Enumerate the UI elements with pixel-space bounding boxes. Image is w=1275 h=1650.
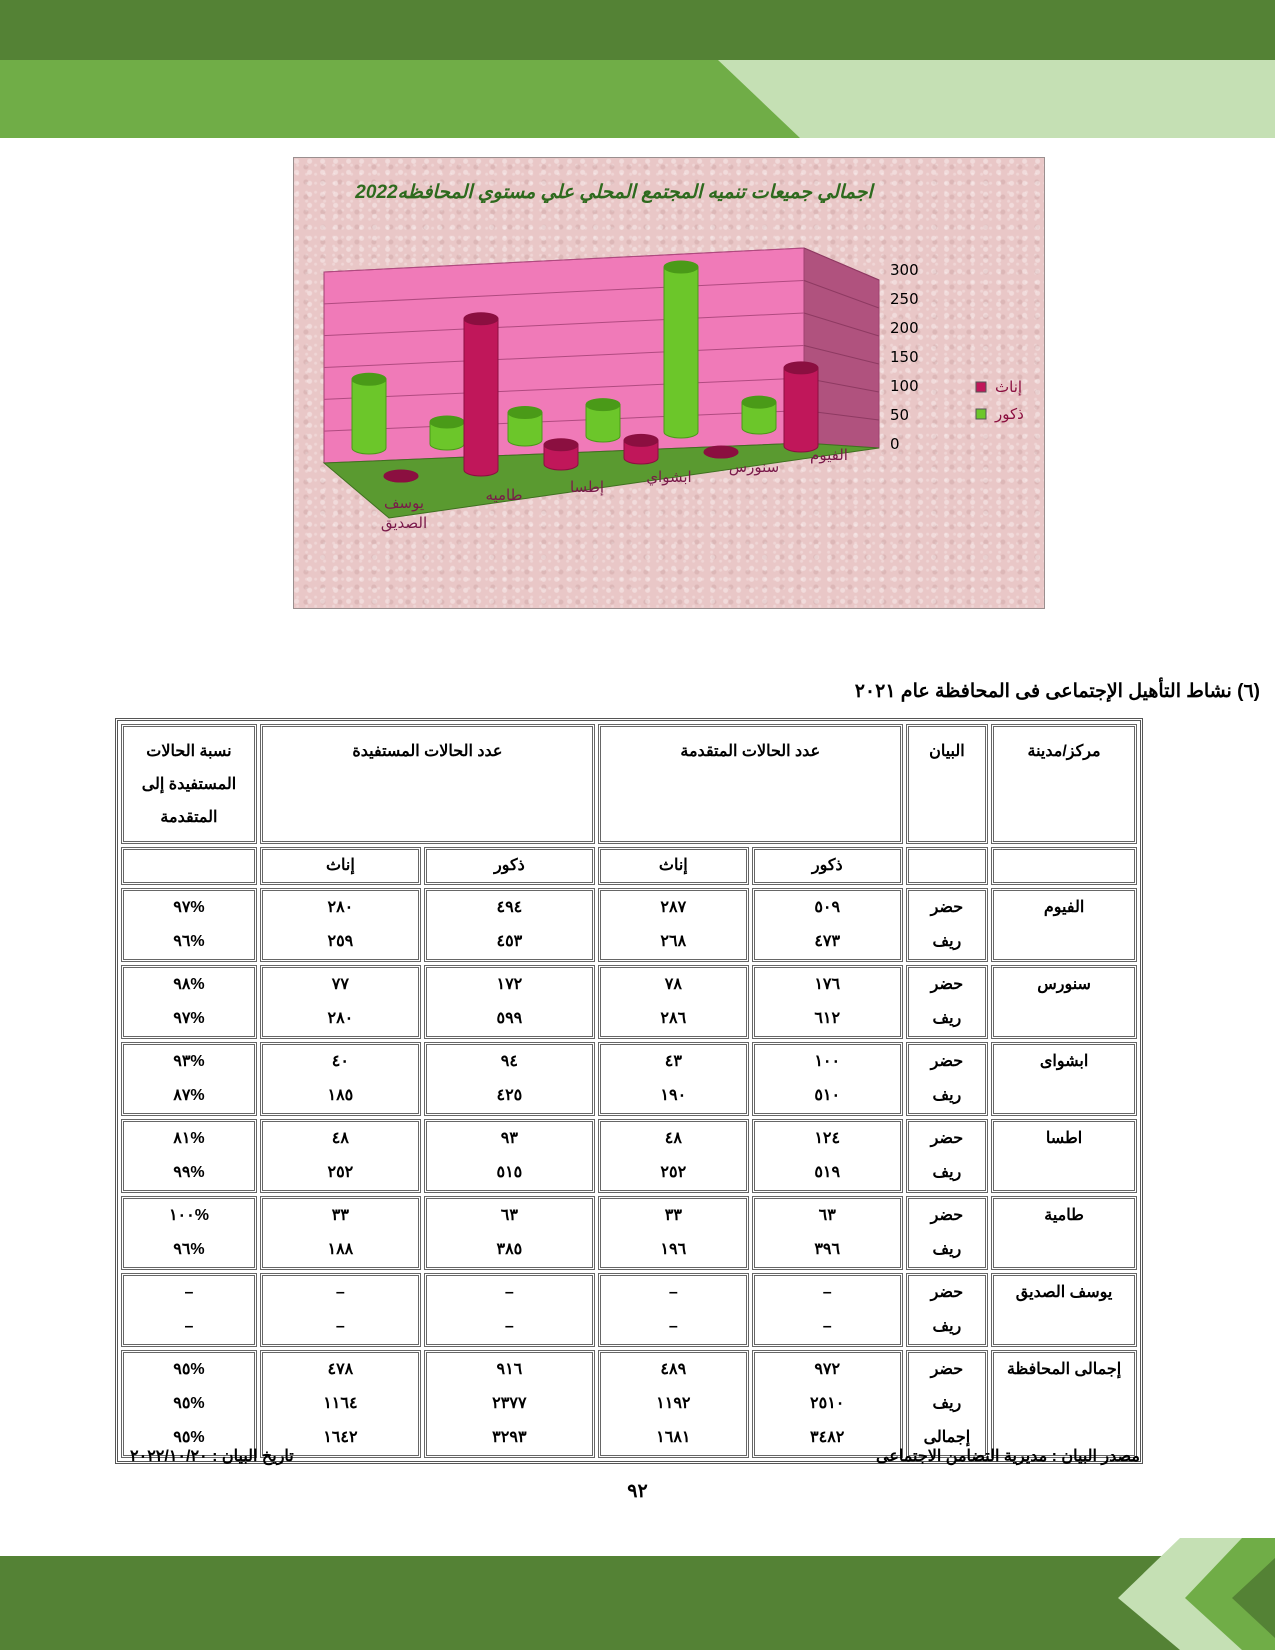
beneficiary-females-cell — [260, 1196, 421, 1270]
cell-value: – — [335, 1318, 345, 1335]
ratio-cell — [121, 1042, 257, 1116]
chart-frame — [293, 157, 1045, 609]
y-tick-label: 250 — [890, 290, 919, 308]
chart-legend — [976, 378, 1024, 423]
cell-value: حضر — [930, 899, 964, 916]
cell-value: ٢٥٩ — [327, 933, 354, 950]
bar-females-cap — [384, 470, 418, 482]
submitted-males-cell — [752, 1273, 903, 1347]
bar-females-cap — [784, 362, 818, 374]
cell-value: ٤٨ — [664, 1130, 682, 1147]
chart-back-wall — [324, 248, 804, 463]
legend-swatch-females — [976, 382, 986, 392]
beneficiary-males-cell — [424, 1196, 595, 1270]
cell-value: حضر — [930, 1207, 964, 1224]
type-cell — [906, 1119, 988, 1193]
cell-value: حضر — [930, 1130, 964, 1147]
bar-females-cap — [624, 434, 658, 446]
cell-value: %٩٥ — [173, 1429, 205, 1446]
beneficiary-females-cell — [260, 1119, 421, 1193]
legend-swatch-males — [976, 409, 986, 419]
submitted-males-cell — [752, 1119, 903, 1193]
category-label: الفيوم — [810, 446, 848, 464]
cell-value: ريف — [932, 1395, 962, 1412]
cell-value: %٩٦ — [173, 933, 205, 950]
type-cell — [906, 965, 988, 1039]
beneficiary-males-cell — [424, 1119, 595, 1193]
bar-females — [464, 313, 498, 476]
bar-males-cap — [664, 261, 698, 273]
beneficiary-males-cell — [424, 1273, 595, 1347]
y-tick-label: 200 — [890, 319, 919, 337]
cell-value: ٤٣ — [664, 1053, 682, 1070]
cell-value: ٢٥١٠ — [810, 1395, 845, 1412]
type-cell — [906, 1042, 988, 1116]
table-row — [121, 1042, 1137, 1116]
y-tick-label: 100 — [890, 377, 919, 395]
cell-value: ٢٨٦ — [660, 1010, 687, 1027]
category-label: ابشواي — [646, 468, 692, 486]
type-cell — [906, 1350, 988, 1458]
top-banner-mid-band — [0, 60, 800, 138]
cell-value: ريف — [932, 1010, 962, 1027]
cell-value: ١٦٤٢ — [323, 1429, 358, 1446]
submitted-males-cell — [752, 888, 903, 962]
cell-value: ٢٥٢ — [660, 1164, 687, 1181]
submitted-males-cell — [752, 1350, 903, 1458]
submitted-females-cell — [598, 888, 749, 962]
city-cell: سنورس — [991, 965, 1137, 1039]
top-banner-dark-band — [0, 0, 1275, 60]
cell-value: ريف — [932, 1087, 962, 1104]
cell-value: ٤٧٨ — [327, 1361, 354, 1378]
submitted-females-cell — [598, 1273, 749, 1347]
chart-svg — [294, 158, 1044, 608]
cell-value: ٥١٥ — [496, 1164, 523, 1181]
bar-females-cap — [704, 446, 738, 458]
category-label: يوسف — [383, 494, 425, 512]
ratio-cell — [121, 1350, 257, 1458]
bar-males — [586, 399, 620, 442]
table-row — [121, 1119, 1137, 1193]
footer-source: مصدر البيان : مديرية التضامن الاجتماعى — [876, 1448, 1140, 1465]
header-submitted: عدد الحالات المتقدمة — [598, 724, 903, 844]
beneficiary-females-cell — [260, 1350, 421, 1458]
type-cell — [906, 1273, 988, 1347]
city-cell: إجمالى المحافظة — [991, 1350, 1137, 1458]
bar-males-cap — [430, 416, 464, 428]
cell-value: ٢٣٧٧ — [492, 1395, 527, 1412]
ratio-cell — [121, 965, 257, 1039]
cell-value: – — [335, 1284, 345, 1301]
cell-value: ١١٦٤ — [323, 1395, 358, 1412]
submitted-females-cell — [598, 1119, 749, 1193]
cell-value: ٤٨٩ — [660, 1361, 687, 1378]
cell-value: ٦٣ — [818, 1207, 836, 1224]
header-statement: البيان — [906, 724, 988, 844]
cell-value: ٩١٦ — [496, 1361, 523, 1378]
bar-males-body — [664, 267, 698, 438]
cell-value: ٢٨٧ — [660, 899, 687, 916]
bar-males — [430, 416, 464, 450]
cell-value: ١٨٨ — [327, 1241, 354, 1258]
beneficiary-males-cell — [424, 888, 595, 962]
ratio-cell — [121, 1273, 257, 1347]
bar-females — [384, 470, 418, 482]
cell-value: ١٨٥ — [327, 1087, 354, 1104]
cell-value: ١٧٢ — [496, 976, 523, 993]
beneficiary-males-cell — [424, 1042, 595, 1116]
bar-males — [742, 396, 776, 434]
data-table — [115, 718, 1143, 1464]
cell-value: – — [668, 1284, 678, 1301]
table-row — [121, 1196, 1137, 1270]
bar-males — [664, 261, 698, 438]
bar-males-cap — [508, 407, 542, 419]
cell-value: حضر — [930, 1053, 964, 1070]
cell-value: %٩٨ — [173, 976, 205, 993]
submitted-females-cell — [598, 965, 749, 1039]
cell-value: ٢٨٠ — [327, 899, 354, 916]
table-header-row — [121, 724, 1137, 844]
city-cell: يوسف الصديق — [991, 1273, 1137, 1347]
cell-value: ٢٥٢ — [327, 1164, 354, 1181]
bar-females-body — [464, 319, 498, 476]
cell-value: ٣٤٨٢ — [810, 1429, 845, 1446]
chart-title: اجمالي جميعات تنميه المجتمع المحلي علي مستوي المحافظه2022 — [355, 182, 873, 203]
cell-value: ٩٤ — [500, 1053, 518, 1070]
bar-males — [352, 373, 386, 454]
cell-value: %٨١ — [173, 1130, 205, 1147]
cell-value: ٧٧ — [331, 976, 349, 993]
y-tick-label: 50 — [890, 406, 910, 424]
city-cell: طامية — [991, 1196, 1137, 1270]
y-tick-label: 0 — [890, 435, 900, 453]
bar-males — [508, 407, 542, 447]
header-beneficiary: عدد الحالات المستفيدة — [260, 724, 595, 844]
cell-value: %٩٩ — [173, 1164, 205, 1181]
city-cell: الفيوم — [991, 888, 1137, 962]
submitted-females-cell — [598, 1350, 749, 1458]
category-label: الصديق — [380, 514, 428, 532]
bar-females-body — [784, 368, 818, 452]
cell-value: ريف — [932, 1241, 962, 1258]
cell-value: ٥١٩ — [814, 1164, 841, 1181]
category-label: سنورس — [728, 458, 780, 476]
cell-value: ٣٣ — [664, 1207, 682, 1224]
cell-value: – — [822, 1284, 832, 1301]
cell-value: – — [504, 1318, 514, 1335]
beneficiary-females-cell — [260, 1273, 421, 1347]
y-tick-label: 150 — [890, 348, 919, 366]
category-label: طاميه — [485, 486, 523, 504]
subheader-submitted-males: ذكور — [752, 847, 903, 885]
table-row — [121, 1273, 1137, 1347]
cell-value: ٤٨ — [331, 1130, 349, 1147]
cell-value: ١٩٠ — [660, 1087, 687, 1104]
city-cell: ابشواى — [991, 1042, 1137, 1116]
subheader-submitted-females: إناث — [598, 847, 749, 885]
cell-value: ١٧٦ — [814, 976, 841, 993]
bar-females — [704, 446, 738, 458]
bottom-banner-band — [0, 1556, 1275, 1650]
bar-females-cap — [464, 313, 498, 325]
cell-value: ٣٢٩٣ — [492, 1429, 527, 1446]
table-subheader-row — [121, 847, 1137, 885]
cell-value: ٣٣ — [331, 1207, 349, 1224]
category-label: إطسا — [569, 478, 605, 496]
cell-value: %٩٣ — [173, 1053, 205, 1070]
cell-value: ريف — [932, 933, 962, 950]
cell-value: ٢٦٨ — [660, 933, 687, 950]
cell-value: ٩٧٢ — [814, 1361, 841, 1378]
cell-value: %٩٧ — [173, 899, 205, 916]
cell-value: – — [184, 1318, 194, 1335]
beneficiary-males-cell — [424, 1350, 595, 1458]
submitted-males-cell — [752, 965, 903, 1039]
beneficiary-males-cell — [424, 965, 595, 1039]
cell-value: ٤٧٣ — [814, 933, 841, 950]
cell-value: ١٠٠ — [814, 1053, 841, 1070]
table-row — [121, 1350, 1137, 1458]
cell-value: إجمالى — [923, 1429, 971, 1446]
bar-males-cap — [742, 396, 776, 408]
cell-value: ٩٣ — [500, 1130, 518, 1147]
cell-value: %١٠٠ — [168, 1207, 209, 1224]
table-row — [121, 965, 1137, 1039]
subheader-beneficiary-females: إناث — [260, 847, 421, 885]
cell-value: ٧٨ — [664, 976, 682, 993]
cell-value: ٦١٢ — [814, 1010, 841, 1027]
cell-value: – — [668, 1318, 678, 1335]
cell-value: ٤٩٤ — [496, 899, 523, 916]
cell-value: %٩٥ — [173, 1395, 205, 1412]
beneficiary-females-cell — [260, 965, 421, 1039]
page-number: ٩٢ — [627, 1481, 648, 1502]
bar-males-body — [352, 379, 386, 454]
bar-females-cap — [544, 439, 578, 451]
cell-value: ١٩٦ — [660, 1241, 687, 1258]
cell-value: %٩٧ — [173, 1010, 205, 1027]
y-tick-label: 300 — [890, 261, 919, 279]
cell-value: ريف — [932, 1318, 962, 1335]
section-title: (٦) نشاط التأهيل الإجتماعى فى المحافظة عام ٢٠٢١ — [854, 681, 1260, 702]
header-ratio: نسبة الحالات المستفيدة إلى المتقدمة — [121, 724, 257, 844]
cell-value: حضر — [930, 1361, 964, 1378]
submitted-females-cell — [598, 1196, 749, 1270]
cell-value: %٩٥ — [173, 1361, 205, 1378]
table-row — [121, 888, 1137, 962]
subheader-beneficiary-males: ذكور — [424, 847, 595, 885]
bar-females — [784, 362, 818, 452]
type-cell — [906, 1196, 988, 1270]
cell-value: ١١٩٢ — [656, 1395, 691, 1412]
cell-value: %٨٧ — [173, 1087, 205, 1104]
legend-label-males: ذكور — [995, 405, 1024, 423]
cell-value: حضر — [930, 976, 964, 993]
cell-value: ٤٢٥ — [496, 1087, 523, 1104]
cell-value: ٥٩٩ — [496, 1010, 523, 1027]
top-banner — [0, 0, 1275, 140]
cell-value: ٥٠٩ — [814, 899, 841, 916]
bar-females — [624, 434, 658, 464]
cell-value: %٩٦ — [173, 1241, 205, 1258]
cell-value: ٦٣ — [500, 1207, 518, 1224]
cell-value: ٤٠ — [331, 1053, 349, 1070]
ratio-cell — [121, 1196, 257, 1270]
cell-value: ٢٨٠ — [327, 1010, 354, 1027]
bottom-banner — [0, 1538, 1275, 1650]
bar-females — [544, 439, 578, 470]
beneficiary-females-cell — [260, 888, 421, 962]
cell-value: – — [504, 1284, 514, 1301]
ratio-cell — [121, 888, 257, 962]
bar-males-cap — [586, 399, 620, 411]
cell-value: ٥١٠ — [814, 1087, 841, 1104]
submitted-males-cell — [752, 1042, 903, 1116]
cell-value: ٤٥٣ — [496, 933, 523, 950]
cell-value: ريف — [932, 1164, 962, 1181]
cell-value: – — [184, 1284, 194, 1301]
beneficiary-females-cell — [260, 1042, 421, 1116]
cell-value: ١٦٨١ — [656, 1429, 691, 1446]
bar-males-cap — [352, 373, 386, 385]
cell-value: – — [822, 1318, 832, 1335]
cell-value: ٣٩٦ — [814, 1241, 841, 1258]
header-city: مركز/مدينة — [991, 724, 1137, 844]
submitted-males-cell — [752, 1196, 903, 1270]
city-cell: اطسا — [991, 1119, 1137, 1193]
submitted-females-cell — [598, 1042, 749, 1116]
footer-date: تاريخ البيان : ٢٠٢٢/١٠/٢٠ — [130, 1448, 294, 1465]
cell-value: ٣٨٥ — [496, 1241, 523, 1258]
type-cell — [906, 888, 988, 962]
ratio-cell — [121, 1119, 257, 1193]
cell-value: ١٢٤ — [814, 1130, 841, 1147]
legend-label-females: إناث — [995, 378, 1023, 396]
cell-value: حضر — [930, 1284, 964, 1301]
